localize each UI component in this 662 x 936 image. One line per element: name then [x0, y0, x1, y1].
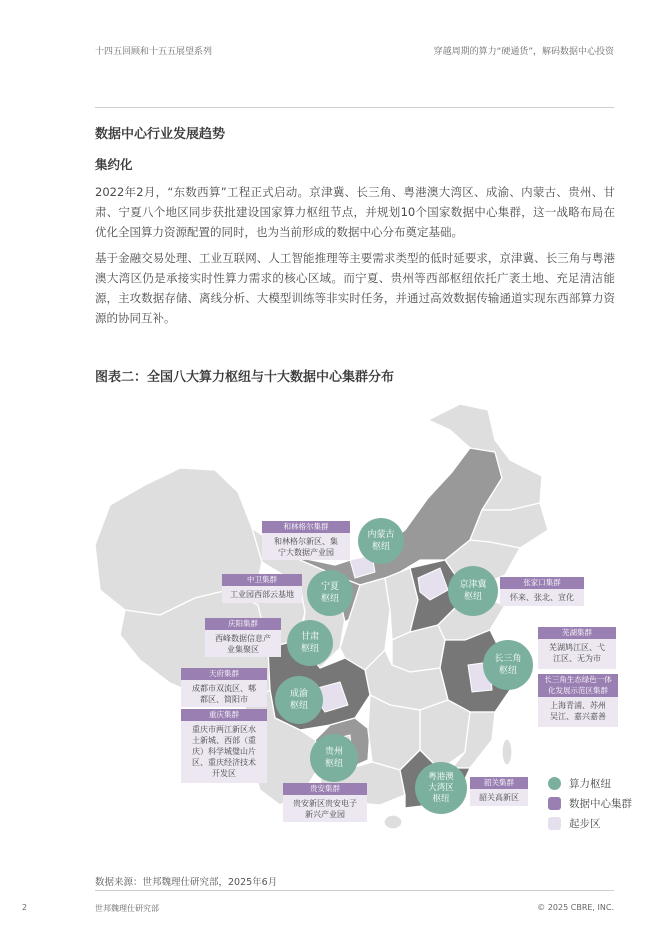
legend-startzone-swatch — [548, 817, 561, 830]
hub-gansu: 甘肃 枢纽 — [287, 620, 333, 666]
hub-yangtze-delta: 长三角 枢纽 — [483, 640, 533, 690]
cluster-box-zhangjiakou: 怀来、张北、宣化 — [500, 589, 584, 606]
cluster-box-chongqing: 重庆市两江新区水 土新城、西部（重 庆）科学城璧山片 区、重庆经济技术 开发区 — [181, 721, 267, 783]
cluster-tag-chongqing: 重庆集群 — [181, 709, 267, 721]
footer-copyright: © 2025 CBRE, INC. — [537, 903, 614, 912]
page-number: 2 — [22, 903, 28, 912]
cluster-box-qingyang: 西峰数据信息产 业集聚区 — [205, 630, 281, 657]
paragraph-2: 基于金融交易处理、工业互联网、人工智能推理等主要需求类型的低时延要求，京津冀、长三角与粤港澳大湾区仍是承接实时性算力需求的核心区域。而宁夏、贵州等西部枢纽依托广袤土地、充足清洁能源，主攻数据存储、离线分析、大模型训练等非实时任务，并通过高效数据传输通道实现东西部算力资源的协同互补。 — [95, 251, 615, 325]
cluster-box-guian: 贵安新区贵安电子 新兴产业园 — [283, 795, 367, 822]
legend-cluster: 数据中心集群 — [548, 796, 632, 811]
cluster-tag-shaoguan: 韶关集群 — [470, 777, 528, 789]
cluster-tag-helingeer: 和林格尔集群 — [262, 521, 350, 533]
cluster-tag-wuhu: 芜湖集群 — [538, 627, 616, 639]
legend-startzone: 起步区 — [548, 816, 601, 831]
hub-chengyu: 成渝 枢纽 — [275, 676, 323, 724]
cluster-box-helingeer: 和林格尔新区、集 宁大数据产业园 — [262, 533, 350, 560]
figure-title: 图表二：全国八大算力枢纽与十大数据中心集群分布 — [95, 370, 395, 385]
data-source: 数据来源：世邦魏理仕研究部，2025年6月 — [95, 877, 278, 888]
cluster-box-shaoguan: 韶关高新区 — [470, 789, 528, 806]
region-taiwan — [502, 739, 512, 765]
hub-guizhou: 贵州 枢纽 — [310, 734, 358, 782]
cluster-tag-zhangjiakou: 张家口集群 — [500, 577, 584, 589]
header-series: 十四五回顾和十五五展望系列 — [95, 47, 213, 57]
footer-divider — [95, 890, 614, 891]
cluster-tag-guian: 贵安集群 — [283, 783, 367, 795]
hub-jingjinji: 京津冀 枢纽 — [448, 566, 498, 616]
cluster-box-tianfu: 成都市双流区、郫 都区、简阳市 — [181, 680, 267, 707]
hub-gba: 粤港澳 大湾区 枢纽 — [415, 762, 467, 814]
legend-hub-swatch — [548, 777, 561, 790]
cluster-tag-qingyang: 庆阳集群 — [205, 618, 281, 630]
cluster-box-yangtze-eco: 上海青浦、苏州 吴江、嘉兴嘉善 — [538, 697, 618, 727]
paragraph-1: 2022年2月，“东数西算”工程正式启动。京津冀、长三角、粤港澳大湾区、成渝、内蒙古、贵州、甘肃、宁夏八个地区同步获批建设国家算力枢纽节点，并规划10个国家数据中心集群，这一战略布局在优化全国算力资源配置的同时，也为当前形成的数据中心分布奠定基础。 — [95, 185, 615, 239]
cluster-tag-zhongwei: 中卫集群 — [222, 574, 302, 586]
cluster-box-wuhu: 芜湖鸠江区、弋 江区、无为市 — [538, 639, 616, 669]
cluster-tag-tianfu: 天府集群 — [181, 668, 267, 680]
legend-cluster-swatch — [548, 797, 561, 810]
cluster-box-zhongwei: 工业园西部云基地 — [222, 586, 302, 603]
subsection-title: 集约化 — [95, 157, 133, 172]
footer-company: 世邦魏理仕研究部 — [95, 904, 159, 913]
legend-hub: 算力枢纽 — [548, 776, 611, 791]
region-hainan — [384, 815, 402, 829]
hub-ningxia: 宁夏 枢纽 — [307, 570, 353, 616]
header-title: 穿越周期的算力“硬通货”，解码数据中心投资 — [433, 47, 614, 57]
section-title: 数据中心行业发展趋势 — [95, 127, 226, 142]
hub-inner-mongolia: 内蒙古 枢纽 — [358, 518, 404, 564]
cluster-tag-yangtze-eco: 长三角生态绿色一体 化发展示范区集群 — [538, 674, 618, 697]
